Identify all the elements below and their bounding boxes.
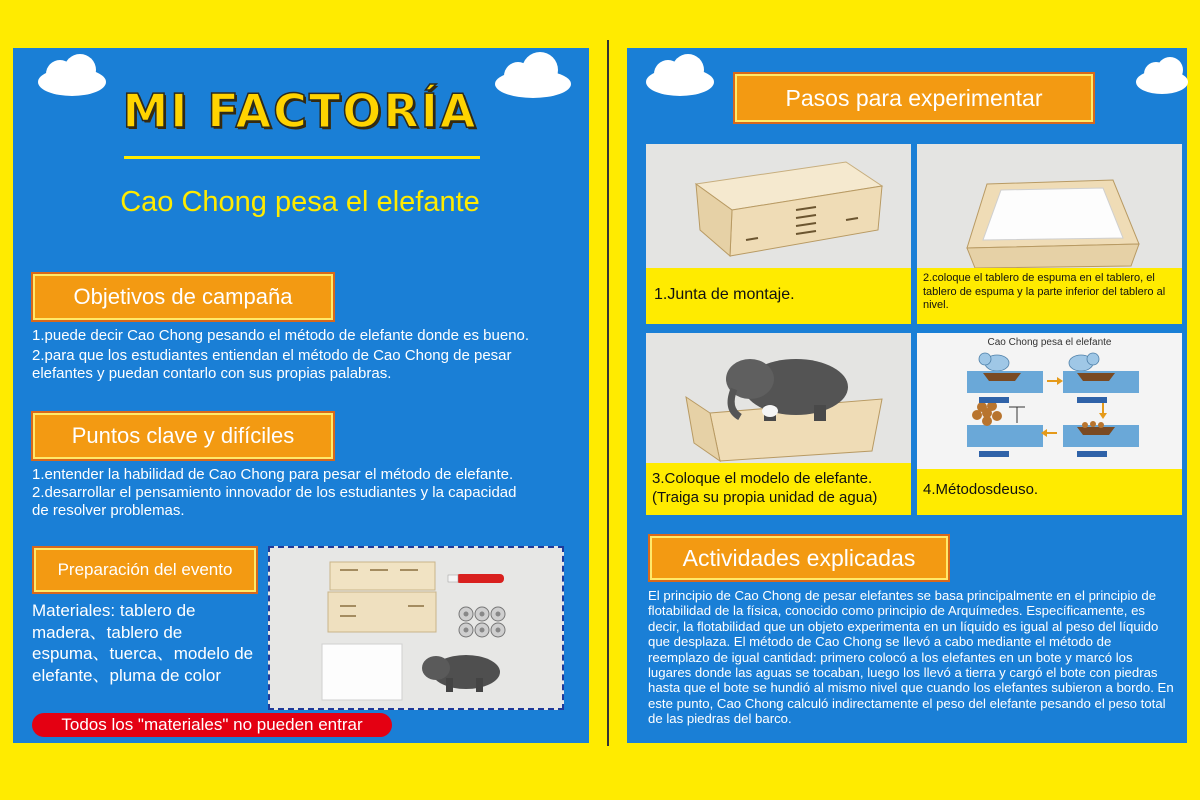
lesson-subtitle: Cao Chong pesa el elefante — [120, 186, 480, 218]
step-caption-3: 3.Coloque el modelo de elefante. (Traiga su propia unidad de agua) — [646, 463, 911, 515]
center-divider — [607, 40, 609, 746]
step-caption-2: 2.coloque el tablero de espuma en el tablero, el tablero de espuma y la parte inferior del tablero al nivel. — [917, 268, 1182, 324]
materials-photo — [268, 546, 564, 710]
objective-item: 2.para que los estudiantes entiendan el método de Cao Chong de pesar elefantes y puedan contarlo con sus propias palabras. — [32, 347, 512, 382]
step-card-4 — [917, 333, 1182, 515]
step-caption-1: 1.Junta de montaje. — [646, 268, 911, 324]
title-underline — [124, 156, 480, 159]
objective-item: 1.puede decir Cao Chong pesando el método de elefante donde es bueno. — [32, 327, 530, 344]
cloud-icon — [1132, 52, 1188, 96]
warning-badge: Todos los "materiales" no pueden entrar — [32, 713, 392, 737]
key-points-heading: Puntos clave y difíciles — [33, 413, 333, 459]
step-3-illustration — [646, 333, 911, 463]
steps-heading: Pasos para experimentar — [735, 74, 1093, 122]
materials-illustration — [270, 548, 562, 708]
objectives-list — [32, 327, 532, 383]
step-2-illustration — [917, 144, 1182, 270]
step-card-3 — [646, 333, 911, 515]
step-card-2 — [917, 144, 1182, 324]
step-1-illustration — [646, 144, 911, 270]
key-points-list — [32, 466, 532, 520]
diagram-title: Cao Chong pesa el elefante — [987, 337, 1112, 348]
step-4-diagram — [917, 333, 1182, 463]
materials-text: Materiales: tablero de madera、tablero de espuma、tuerca、modelo de elefante、pluma de color — [32, 601, 254, 685]
cloud-icon — [640, 52, 720, 98]
step-caption-4: 4.Métodosdeuso. — [917, 469, 1182, 515]
key-point-item: 2.desarrollar el pensamiento innovador de los estudiantes y la capacidad de resolver problemas. — [32, 484, 517, 519]
preparation-heading: Preparación del evento — [34, 548, 256, 592]
step-card-1 — [646, 144, 911, 324]
activities-heading: Actividades explicadas — [650, 536, 948, 580]
factory-title: MI FACTORÍA — [122, 84, 478, 138]
activities-text: El principio de Cao Chong de pesar elefantes se basa principalmente en el principio de flotabilidad de la física, conocido como principio de Arquímedes. Específicamente, es decir, la flotabilidad que un objeto experimenta en un líquido es igual al peso del líquido que desplaza. El método de Cao Chong se llevó a cabo mediante el método de reemplazo de igual cantidad: primero colocó a los elefantes en un bote y marcó los lugares donde las aguas se tocaban, luego los llevó a tierra y cargó el bote con piedras hasta que el bote se hundió al mismo nivel que cuando los elefantes subieron a bordo. En este punto, Cao Chong calculó indirectamente el peso del elefante pesando el peso total de las piedras del barco. — [648, 588, 1174, 727]
key-point-item: 1.entender la habilidad de Cao Chong para pesar el método de elefante. — [32, 466, 514, 483]
objectives-heading: Objetivos de campaña — [33, 274, 333, 320]
